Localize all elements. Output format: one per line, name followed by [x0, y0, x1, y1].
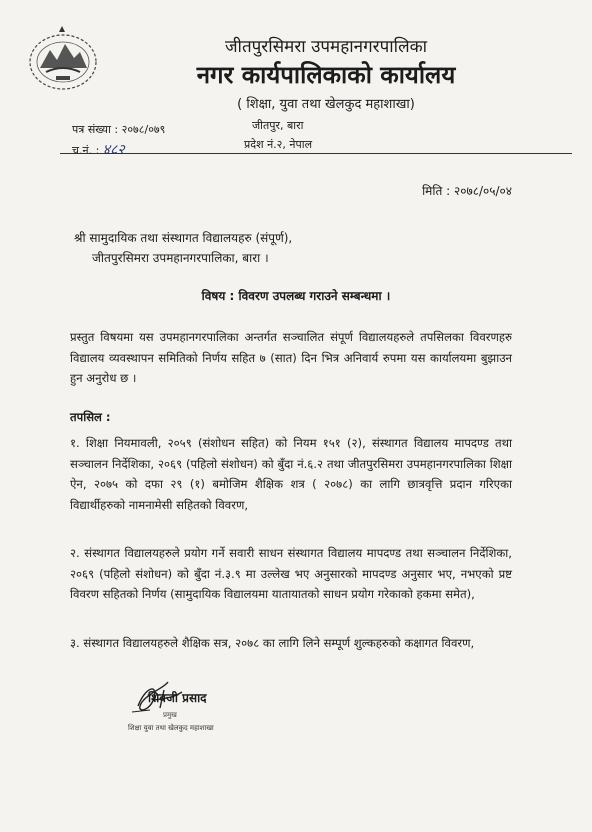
- signatory-name: शिवजी प्रसाद: [148, 691, 207, 705]
- address-line-1: जीतपुर, बारा: [252, 119, 304, 132]
- address-line-2: प्रदेश नं.२, नेपाल: [244, 138, 313, 151]
- signatory-office: शिक्षा युवा तथा खेलकुद महाशाखा: [128, 724, 214, 732]
- dispatch-number: [72, 140, 125, 159]
- letter-subject: विषय : विवरण उपलब्ध गराउने सम्बन्धमा ।: [201, 289, 391, 303]
- tapsil-item-2: २. संस्थागत विद्यालयहरुले प्रयोग गर्ने सवारी साधन संस्थागत विद्यालय मापदण्ड तथा सञ्चालन निर्देशिका, २०६९ (पहिलो संशोधन) को बुँदा नं.३.९ मा उल्लेख भए अनुसारको मापदण्ड अनुसार भए, नभएको प्रष्ट विवरण सहितको निर्णय (सामुदायिक विद्यालयमा यातायातको साधन प्रयोग गरेकाको हकमा समेत),: [70, 546, 512, 601]
- letter-date: मिति : २०७८/०५/०४: [422, 184, 512, 198]
- dispatch-label: च.नं. :: [72, 144, 100, 157]
- header-divider: [60, 153, 572, 154]
- office-name: नगर कार्यपालिकाको कार्यालय: [196, 61, 456, 89]
- tapsil-item-3: ३. संस्थागत विद्यालयहरुले शैक्षिक सत्र, २०७८ का लागि लिने सम्पूर्ण शुल्कहरुको कक्षागत विवरण,: [70, 636, 475, 650]
- recipient-line-2: जीतपुरसिमरा उपमहानगरपालिका, बारा ।: [92, 251, 269, 265]
- dispatch-handwritten-number: ४८२: [102, 142, 125, 158]
- tapsil-item-1: १. शिक्षा नियमावली, २०५९ (संशोधन सहित) को नियम १५१ (२), संस्थागत विद्यालय मापदण्ड तथा सञ्चालन निर्देशिका, २०६९ (पहिलो संशोधन) को बुँदा नं.६.२ तथा जीतपुरसिमरा उपमहानगरपालिका शिक्षा ऐन, २०७५ को दफा २९ (१) बमोजिम शैक्षिक शत्र ( २०७८) का लागि छात्रवृत्ति प्रदान गरिएका विद्यार्थीहरुको नामनामेसी सहितको विवरण,: [70, 436, 512, 512]
- signatory-title: प्रमुख: [163, 711, 177, 719]
- reference-number: पत्र संख्या : २०७८/०७९: [72, 123, 166, 136]
- tapsil-label: तपसिल :: [70, 410, 111, 424]
- recipient-line-1: श्री सामुदायिक तथा संस्थागत विद्यालयहरु (संपूर्ण),: [74, 231, 293, 245]
- department-name: ( शिक्षा, युवा तथा खेलकुद महाशाखा): [237, 97, 415, 112]
- municipality-name: जीतपुरसिमरा उपमहानगरपालिका: [224, 37, 428, 57]
- body-paragraph: प्रस्तुत विषयमा यस उपमहानगरपालिका अन्तर्गत सञ्चालित संपूर्ण विद्यालयहरुले तपसिलका विवरणहरु विद्यालय व्यवस्थापन समितिको निर्णय सहित ७ (सात) दिन भित्र अनिवार्य रुपमा यस कार्यालयमा बुझाउन हुन अनुरोध छ ।: [70, 330, 512, 385]
